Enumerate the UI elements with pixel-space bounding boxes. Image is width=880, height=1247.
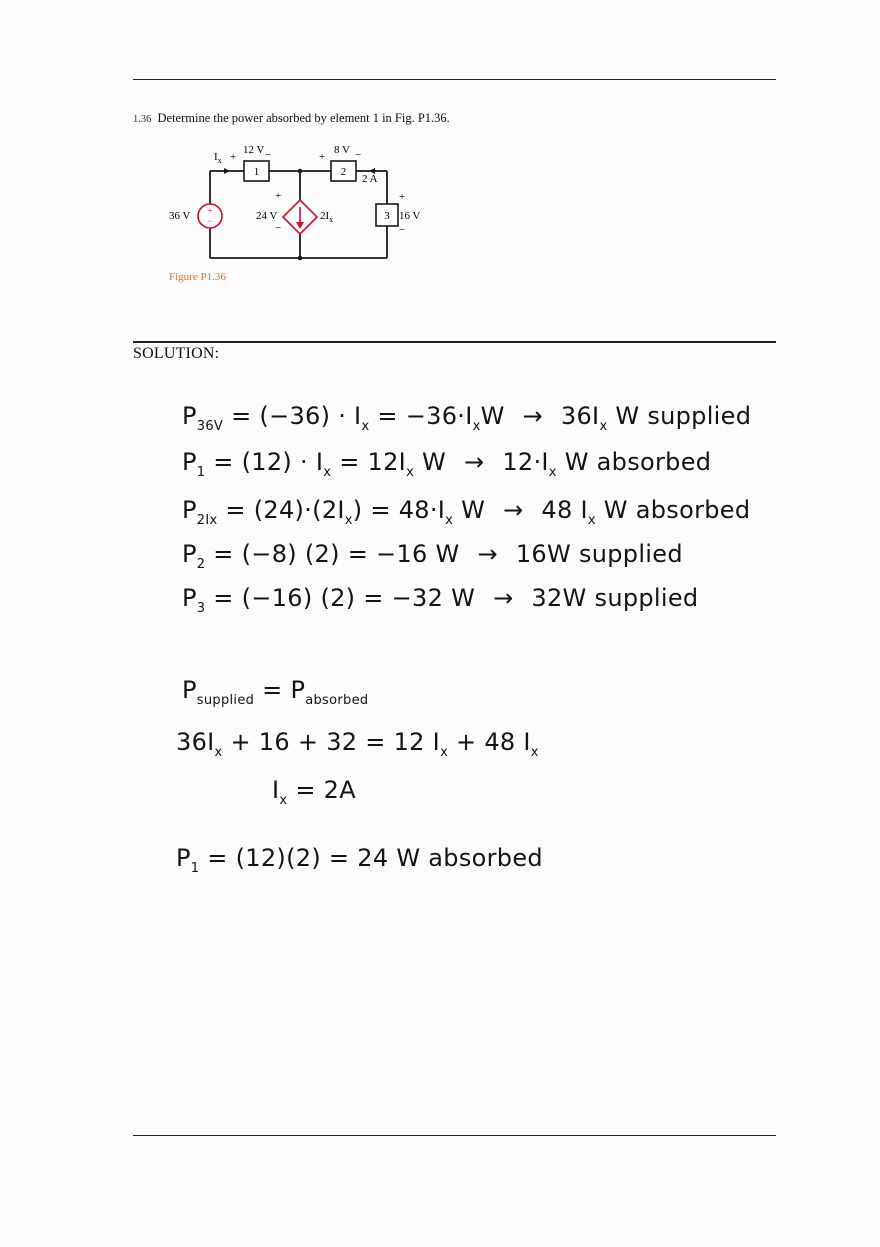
bottom-rule <box>133 1135 776 1136</box>
problem-statement <box>133 111 450 126</box>
node-bottom <box>298 256 303 261</box>
final-answer: $P_1 = (12)(2) = 24$ W absorbed <box>176 844 543 876</box>
v36-label: 36 V <box>169 210 191 222</box>
top-rule <box>133 79 776 80</box>
v8-label: 8 V <box>334 144 350 156</box>
element-2-label: 2 <box>340 166 347 178</box>
sum-equation: $36I_x + 16 + 32 = 12$ $I_x + 48$ $I_x$ <box>176 728 539 760</box>
amp-label: 2 A <box>362 173 378 185</box>
e3-plus: + <box>399 191 406 203</box>
ix-arrow-icon <box>224 168 230 174</box>
e2-plus: + <box>319 151 326 163</box>
source-plus: + <box>207 206 213 216</box>
problem-text: Determine the power absorbed by element 1 in Fig. P1.36. <box>157 111 450 125</box>
element-1-label: 1 <box>253 166 260 178</box>
power-line-dep: $P_{2Ix} = (24)\cdot(2I_x) = 48\cdot I_x$ W → 48 $I_x$ W absorbed <box>182 496 751 528</box>
power-line-36v: $P_{36V} = (-36) \cdot I_x = -36\cdot I_xW \to 36I_x$ W supplied <box>182 402 752 434</box>
v24-label: 24 V <box>256 210 278 222</box>
figure-caption: Figure P1.36 <box>169 271 226 283</box>
dep-plus: + <box>275 190 282 202</box>
e1-plus: + <box>230 151 237 163</box>
source-minus: − <box>207 216 213 226</box>
node-top <box>298 169 303 174</box>
power-line-2: $P_2 = (-8) (2) = -16$ W → 16W supplied <box>182 540 683 572</box>
solution-rule <box>133 341 776 343</box>
v12-label: 12 V <box>243 144 265 156</box>
element-3-label: 3 <box>384 210 390 222</box>
circuit-diagram <box>160 140 450 270</box>
ix-label: $I_x$ <box>214 151 222 165</box>
balance-equation: $P_{supplied} = P_{absorbed}$ <box>182 676 369 708</box>
dep-minus: − <box>275 222 282 234</box>
problem-number: 1.36 <box>133 114 152 125</box>
ix-result: $I_x = 2A$ <box>272 776 356 808</box>
power-line-1: $P_1 = (12) \cdot I_x = 12I_x$ $W \to 12\cdot I_x$ W absorbed <box>182 448 712 480</box>
e1-minus: − <box>265 149 272 161</box>
power-line-3: $P_3 = (-16) (2) = -32$ W → 32W supplied <box>182 584 699 616</box>
solution-label: SOLUTION: <box>133 345 220 362</box>
e2-minus: − <box>355 149 362 161</box>
v16-label: 16 V <box>399 210 421 222</box>
dep-label: $2I_x$ <box>320 210 334 224</box>
e3-minus: − <box>399 224 406 236</box>
